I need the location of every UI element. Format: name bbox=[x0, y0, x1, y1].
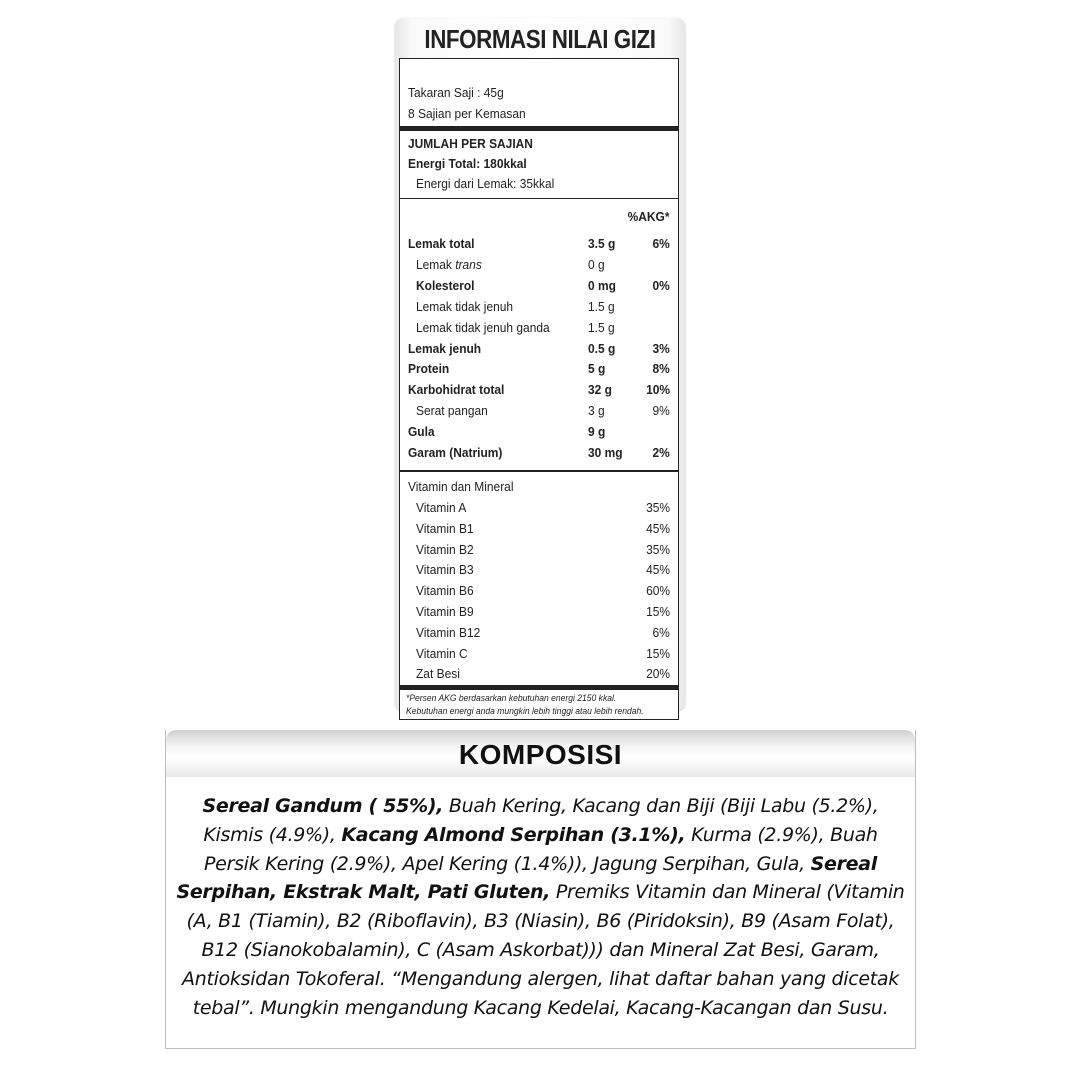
ingredient-text: Buah Kering, Kacang dan Biji (Biji Labu (5.2%), Kismis (4.9%), bbox=[203, 795, 879, 846]
nutrient-name-italic: trans bbox=[455, 256, 482, 272]
nutrient-akg: 8% bbox=[652, 361, 670, 377]
nutrient-name: Gula bbox=[408, 424, 435, 440]
nutrient-akg: 3% bbox=[652, 340, 670, 356]
allergen-text: Kacang Almond Serpihan (3.1%), bbox=[341, 823, 686, 846]
nutrient-amount: 0 g bbox=[588, 256, 605, 272]
vitamin-name: Vitamin B12 bbox=[416, 624, 481, 640]
nutrient-akg: 9% bbox=[652, 403, 670, 419]
nutrient-akg: 6% bbox=[652, 236, 670, 251]
nutrient-akg: 0% bbox=[652, 277, 670, 293]
nutrient-name: Lemak tidak jenuh bbox=[416, 298, 514, 314]
energy-total: Energi Total: 180kkal bbox=[408, 156, 527, 171]
nutrient-name: Kolesterol bbox=[416, 277, 475, 293]
nutrient-amount: 5 g bbox=[588, 361, 606, 377]
vitamin-akg: 45% bbox=[646, 562, 670, 578]
composition-panel bbox=[165, 730, 916, 1049]
ingredient-text: Premiks Vitamin dan Mineral (Vitamin (A, B1 (Tiamin), B2 (Riboflavin), B3 (Niasin), B6 (Piridoksin), B9 (Asam Folat), B12 (Sianokobalamin), C (Asam Askorbat))) dan Mineral Zat Besi, Garam, Antioksidan Tokoferal. “Mengandung alergen, lihat daftar bahan yang dicetak tebal”. Mungkin mengandung Kacang Kedelai, Kacang-Kacangan dan Susu. bbox=[182, 881, 905, 1019]
vitamins-header: Vitamin dan Mineral bbox=[408, 479, 514, 494]
vitamin-akg: 60% bbox=[646, 583, 670, 599]
vitamin-akg: 15% bbox=[646, 604, 670, 619]
footnote-akg: *Persen AKG berdasarkan kebutuhan energi 2150 kkal. bbox=[406, 693, 617, 704]
divider bbox=[400, 198, 678, 199]
vitamin-name: Zat Besi bbox=[416, 666, 460, 682]
nutrient-akg: 10% bbox=[646, 382, 670, 398]
vitamin-akg: 6% bbox=[652, 624, 670, 640]
nutrient-akg: 2% bbox=[652, 445, 670, 460]
nutrient-amount: 30 mg bbox=[588, 445, 623, 460]
nutrient-name: Karbohidrat total bbox=[408, 382, 505, 398]
vitamin-name: Vitamin C bbox=[416, 645, 468, 661]
serving-size: Takaran Saji : 45g bbox=[408, 85, 504, 100]
vitamin-akg: 20% bbox=[646, 666, 670, 682]
ingredients-text bbox=[174, 792, 907, 1022]
nutrient-amount: 1.5 g bbox=[588, 298, 615, 314]
nutrient-amount: 0 mg bbox=[588, 277, 616, 293]
nutrient-amount: 9 g bbox=[588, 424, 606, 440]
vitamin-name: Vitamin B3 bbox=[416, 562, 474, 578]
nutrient-name: Serat pangan bbox=[416, 403, 488, 419]
nutrition-table bbox=[399, 58, 679, 720]
nutrient-amount: 0.5 g bbox=[588, 340, 616, 356]
nutrient-amount: 3 g bbox=[588, 403, 605, 419]
vitamin-name: Vitamin B1 bbox=[416, 520, 474, 536]
allergen-text: Sereal Gandum ( 55%), bbox=[202, 795, 444, 817]
nutrient-name: Lemak jenuh bbox=[408, 340, 482, 356]
vitamin-akg: 45% bbox=[646, 520, 670, 536]
footnote-energy: Kebutuhan energi anda mungkin lebih tinggi atau lebih rendah. bbox=[406, 706, 644, 717]
divider bbox=[400, 470, 678, 472]
akg-header: %AKG* bbox=[628, 209, 670, 224]
thick-divider bbox=[400, 126, 678, 131]
servings-per-pack: 8 Sajian per Kemasan bbox=[408, 106, 526, 121]
nutrient-amount: 1.5 g bbox=[588, 319, 615, 335]
nutrition-title: INFORMASI NILAI GIZI bbox=[424, 24, 656, 54]
nutrient-name: Lemak tidak jenuh ganda bbox=[416, 319, 550, 335]
vitamin-akg: 35% bbox=[646, 541, 670, 557]
nutrient-name: Garam (Natrium) bbox=[408, 445, 503, 460]
thick-divider bbox=[400, 685, 678, 690]
vitamin-name: Vitamin A bbox=[416, 500, 467, 515]
nutrient-name: Lemak trans bbox=[416, 256, 482, 272]
energy-from-fat: Energi dari Lemak: 35kkal bbox=[416, 176, 555, 191]
ingredient-text: Kurma (2.9%), Buah Persik Kering (2.9%), Apel Kering (1.4%)), Jagung Serpihan, Gula, bbox=[204, 823, 878, 875]
vitamin-name: Vitamin B9 bbox=[416, 604, 474, 619]
vitamin-name: Vitamin B2 bbox=[416, 541, 474, 557]
amount-per-serving: JUMLAH PER SAJIAN bbox=[408, 136, 533, 151]
vitamin-akg: 35% bbox=[646, 500, 670, 515]
nutrient-name: Protein bbox=[408, 361, 450, 377]
nutrient-amount: 32 g bbox=[588, 382, 612, 398]
composition-title: KOMPOSISI bbox=[166, 730, 915, 777]
nutrition-facts-panel bbox=[395, 18, 685, 717]
allergen-text: Sereal Serpihan, Ekstrak Malt, Pati Gluten, bbox=[176, 852, 877, 904]
nutrient-name: Lemak total bbox=[408, 236, 475, 251]
nutrient-amount: 3.5 g bbox=[588, 236, 616, 251]
vitamin-name: Vitamin B6 bbox=[416, 583, 474, 599]
vitamin-akg: 15% bbox=[646, 645, 670, 661]
